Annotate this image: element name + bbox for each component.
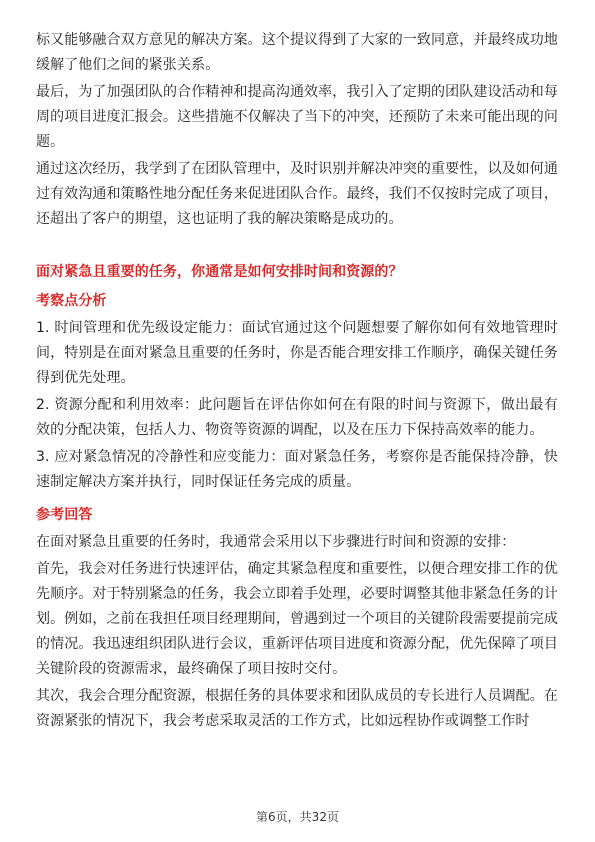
body-paragraph: 最后，为了加强团队的合作精神和提高沟通效率，我引入了定期的团队建设活动和每周的项目进度汇报会。这些措施不仅解决了当下的冲突，还预防了未来可能出现的问题。 bbox=[36, 84, 558, 150]
page-content bbox=[36, 28, 558, 736]
interview-question: 面对紧急且重要的任务，你通常是如何安排时间和资源的？ bbox=[36, 264, 403, 280]
analysis-heading: 考察点分析 bbox=[36, 293, 107, 309]
answer-paragraph: 在面对紧急且重要的任务时，我通常会采用以下步骤进行时间和资源的安排： bbox=[36, 534, 516, 550]
analysis-item: 2. 资源分配和利用效率：此问题旨在评估你如何在有限的时间与资源下，做出最有效的分配决策，包括人力、物资等资源的调配，以及在压力下保持高效率的能力。 bbox=[36, 397, 558, 438]
body-paragraph: 标又能够融合双方意见的解决方案。这个提议得到了大家的一致同意，并最终成功地缓解了他们之间的紧张关系。 bbox=[36, 32, 558, 73]
answer-paragraph: 首先，我会对任务进行快速评估，确定其紧急程度和重要性，以便合理安排工作的优先顺序。对于特别紧急的任务，我会立即着手处理，必要时调整其他非紧急任务的计划。例如，之前在我担任项目经理期间，曾遇到过一个项目的关键阶段需要提前完成的情况。我迅速组织团队进行会议，重新评估项目进度和资源分配，优先保障了项目关键阶段的资源需求，最终确保了项目按时交付。 bbox=[36, 561, 558, 677]
body-paragraph: 通过这次经历，我学到了在团队管理中，及时识别并解决冲突的重要性，以及如何通过有效沟通和策略性地分配任务来促进团队合作。最终，我们不仅按时完成了项目，还超出了客户的期望，这也证明了我的解决策略是成功的。 bbox=[36, 161, 558, 227]
answer-heading: 参考回答 bbox=[36, 507, 93, 523]
answer-paragraph: 其次，我会合理分配资源，根据任务的具体要求和团队成员的专长进行人员调配。在资源紧张的情况下，我会考虑采取灵活的工作方式，比如远程协作或调整工作时 bbox=[36, 688, 558, 729]
analysis-item: 3. 应对紧急情况的冷静性和应变能力：面对紧急任务，考察你是否能保持冷静，快速制定解决方案并执行，同时保证任务完成的质量。 bbox=[36, 449, 558, 490]
analysis-item: 1. 时间管理和优先级设定能力：面试官通过这个问题想要了解你如何有效地管理时间，特别是在面对紧急且重要的任务时，你是否能合理安排工作顺序，确保关键任务得到优先处理。 bbox=[36, 320, 558, 386]
page-number: 第6页，共32页 bbox=[256, 810, 339, 824]
